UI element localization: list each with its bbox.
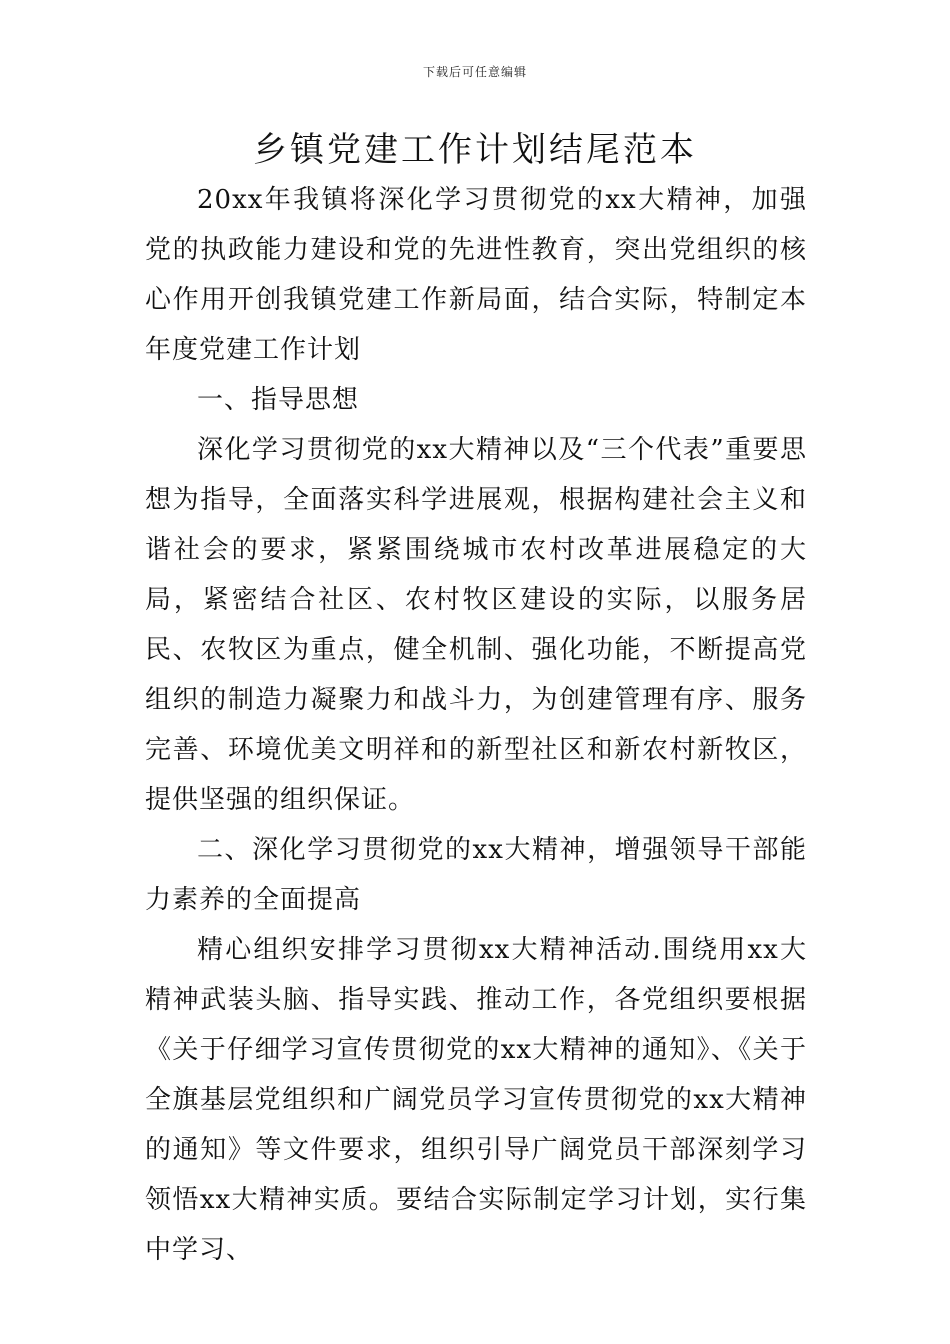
paragraph-intro: 20xx年我镇将深化学习贯彻党的xx大精神，加强党的执政能力建设和党的先进性教育，突出党组织的核心作用开创我镇党建工作新局面，结合实际，特制定本年度党建工作计划	[145, 185, 807, 365]
header-note: 下载后可任意编辑	[422, 65, 527, 79]
paragraph-guiding-thought: 深化学习贯彻党的xx大精神以及“三个代表”重要思想为指导，全面落实科学进展观，根据构建社会主义和谐社会的要求，紧紧围绕城市农村改革进展稳定的大局，紧密结合社区、农村牧区建设的实际，以服务居民、农牧区为重点，健全机制、强化功能，不断提高党组织的制造力凝聚力和战斗力，为创建管理有序、服务完善、环境优美文明祥和的新型社区和新农村新牧区，提供坚强的组织保证。	[145, 435, 807, 815]
document-body	[145, 175, 807, 1275]
paragraph-study: 精心组织安排学习贯彻xx大精神活动.围绕用xx大精神武装头脑、指导实践、推动工作，各党组织要根据《关于仔细学习宣传贯彻党的xx大精神的通知》、《关于全旗基层党组织和广阔党员学习宣传贯彻党的xx大精神的通知》等文件要求，组织引导广阔党员干部深刻学习领悟xx大精神实质。要结合实际制定学习计划，实行集中学习、	[145, 935, 807, 1265]
section-heading-study: 二、深化学习贯彻党的xx大精神，增强领导干部能力素养的全面提高	[145, 835, 807, 915]
document-title: 乡镇党建工作计划结尾范本	[253, 130, 697, 170]
section-heading-guiding-thought: 一、指导思想	[197, 385, 360, 415]
